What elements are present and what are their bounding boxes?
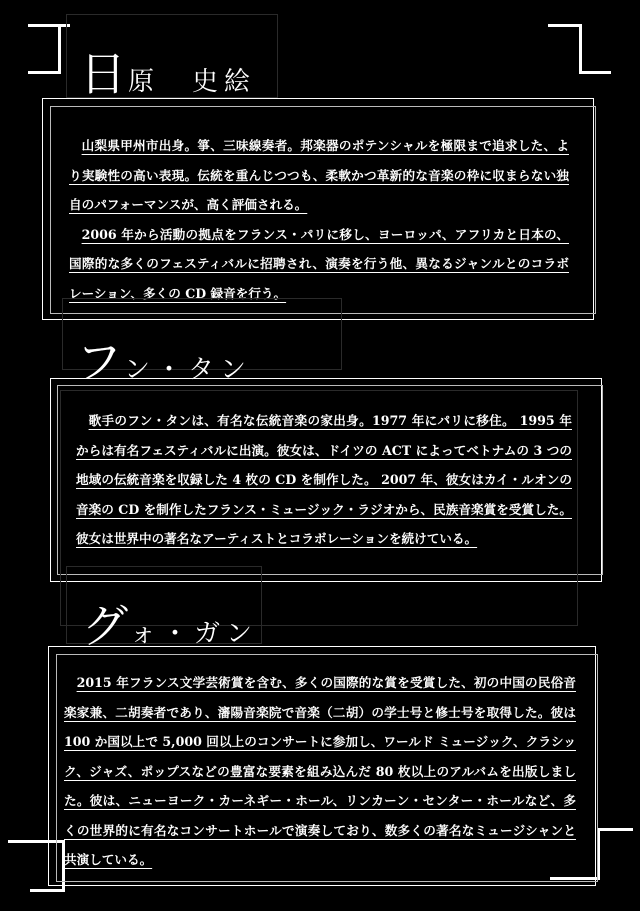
artist-name-rest: ォ・ガン [130, 619, 259, 649]
corner-bracket-bottom-right [597, 828, 633, 831]
corner-bracket-top-right-vertical [579, 24, 582, 74]
artist-name-initial: グ [82, 599, 130, 653]
bio-paragraph: 歌手のフン・タンは、有名な伝統音楽の家出身。1977 年にパリに移住。 1995 年からは有名フェスティバルに出演。彼女は、ドイツの ACT によってベトナムの 3 つの地域の伝統音楽を収録した 4 枚の CD を制作した。 2007 年、彼女はカイ・ルオンの音楽の CD を制作したフランス・ミュージック・ラジオから、民族音楽賞を受賞した。彼女は世界中の著名なアーティストとコラボレーションを続けている。 [76, 413, 572, 546]
corner-bracket-top-right [548, 24, 582, 27]
corner-bracket-top-left-foot [28, 71, 58, 74]
corner-bracket-top-left-vertical [58, 24, 61, 74]
artist-bio [76, 406, 572, 554]
artist-name [80, 38, 256, 104]
artist-name-initial: フ [76, 335, 124, 389]
artist-name-rest: 原 史絵 [128, 67, 257, 97]
bio-paragraph: 山梨県甲州市出身。箏、三味線奏者。邦楽器のポテンシャルを極限まで追求した、より実験性の高い表現。伝統を重んじつつも、柔軟かつ革新的な音楽の枠に収まらない独自のパフォーマンスが、高く評価される。 [69, 138, 569, 212]
artist-bio [69, 131, 569, 308]
artist-name-rest: ン・タン [124, 355, 253, 385]
corner-bracket-top-right-foot [579, 71, 611, 74]
bio-paragraph: 2015 年フランス文学芸術賞を含む、多くの国際的な賞を受賞した、初の中国の民俗音楽家兼、二胡奏者であり、瀋陽音楽院で音楽（二胡）の学士号と修士号を取得した。彼は 100 か国以上で 5,000 回以上のコンサートに参加し、ワールド ミュージック、クラシック、ジャズ、ポップスなどの豊富な要素を組み込んだ 80 枚以上のアルバムを出版しました。彼は、ニューヨーク・カーネギー・ホール、リンカーン・センター・ホールなど、多くの世界的に有名なコンサートホールで演奏しており、数多くの著名なミュージシャンと共演している。 [64, 675, 576, 867]
artist-bio [64, 668, 576, 875]
corner-bracket-top-left [28, 24, 70, 77]
corner-bracket-bottom-left-foot [30, 889, 64, 892]
artist-name-initial: 日 [80, 47, 128, 101]
bio-paragraph: 2006 年から活動の拠点をフランス・パリに移し、ヨーロッパ、アフリカと日本の、国際的な多くのフェスティバルに招聘され、演奏を行う他、異なるジャンルとのコラボレーション、多くの CD 録音を行う。 [69, 226, 569, 301]
